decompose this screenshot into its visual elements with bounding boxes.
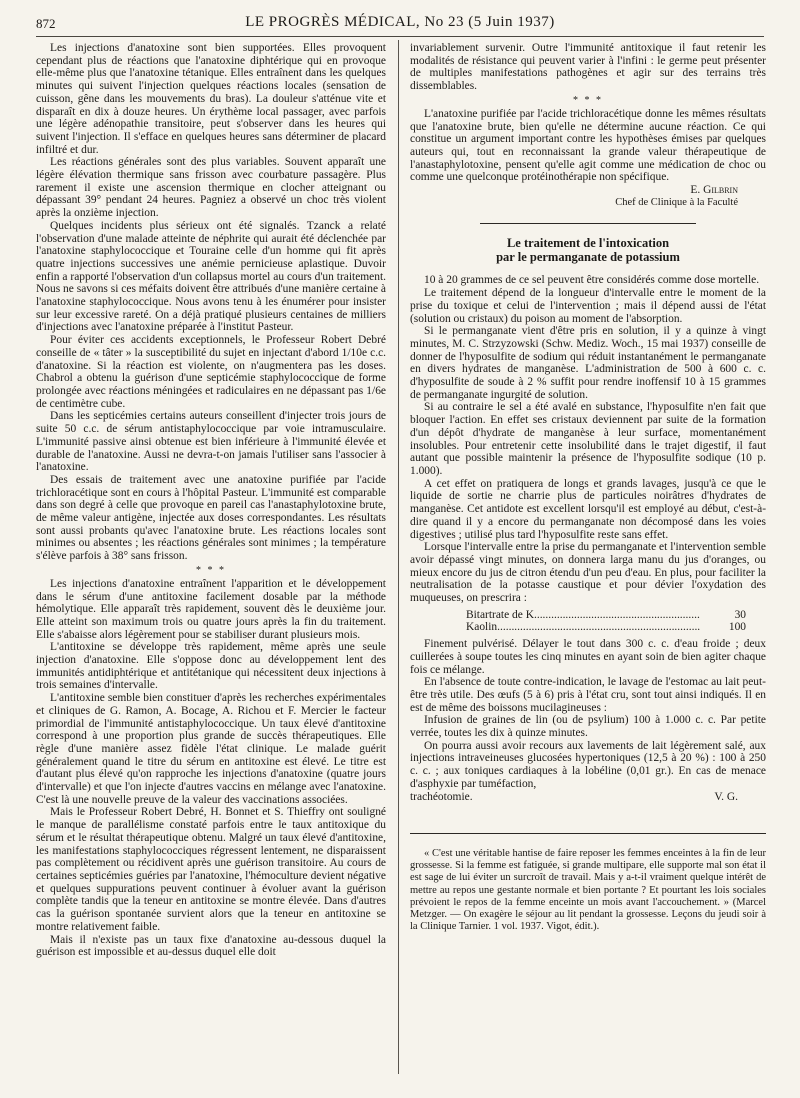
paragraph: Les réactions générales sont des plus variables. Souvent apparaît une légère élévation thermique sans frisson avec courbature passagère. Plus rarement il existe une ascension thermique en clocher atteignant ou dépassant 39° pendant 24 heures. Pagniez a observé un choc très violent après la onzième injection. bbox=[36, 156, 386, 220]
paragraph: invariablement survenir. Outre l'immunité antitoxique il faut retenir les modalités de résistance qui peuvent varier à l'infini : le germe peut présenter de multiples manifestations pathogènes et agir sur des terrains très dissemblables. bbox=[410, 42, 766, 93]
paragraph: Si au contraire le sel a été avalé en substance, l'hyposulfite n'en fait que bloquer l'action. En effet ses cristaux deviennent par suite de la formation d'un dépôt d'hydrate de manganèse à leur surface, momentanément insolubles. Pour entretenir cette insolubilité dans le trajet digestif, il faut autant que possible maintenir la présence de l'hyposulfite sodique (10 p. 1.000). bbox=[410, 401, 766, 477]
paragraph: On pourra aussi avoir recours aux lavements de lait légèrement salé, aux injections intraveineuses glucosées hypertoniques (12,5 à 20 %) : 100 à 250 c. c. ; aux toniques cardiaques à la lobéline (0,01 gr.). En cas de menace d'asphyxie par tuméfaction, bbox=[410, 739, 766, 790]
paragraph: Si le permanganate vient d'être pris en solution, il y a quinze à vingt minutes, M. C. Strzyzowski (Schw. Mediz. Woch., 15 mai 1937) conseille de donner de l'hyposulfite de sodium qui réduit instantanément le permanganate en divers hydrates de manganèse. L'administration de 500 à 600 c. c. d'hyposulfite de soude à 2 % suffit pour rendre inoffensif 10 à 15 grammes de permanganate ingurgité de solution. bbox=[410, 325, 766, 401]
paragraph: L'antitoxine se développe très rapidement, même après une seule injection d'anatoxine. Elle s'oppose donc au développement lent des immunités antidiphtérique et antitétanique qui nécessitent deux injections à trois semaines d'intervalle. bbox=[36, 641, 386, 692]
journal-title: LE PROGRÈS MÉDICAL, No 23 (5 Juin 1937) bbox=[245, 14, 555, 30]
paragraph: 10 à 20 grammes de ce sel peuvent être considérés comme dose mortelle. bbox=[424, 274, 760, 287]
quotation: « C'est une véritable hantise de faire reposer les femmes enceintes à la fin de leur grossesse. Si la femme est fatiguée, si grande multipare, elle supporte mal son état il est sage de lui éviter un surcroît de travail. Mais y a-t-il vraiment quelque intérêt de mettre au repos une gestante normale et bien portante ? Et pourtant les lois sociales prévoient le repos de la femme enceinte un mois avant l'accouchement. » (Marcel Metzger. — On exagère le séjour au lit pendant la grossesse. Leçons du jeudi soir à la Clinique Tarnier. 1 vol. 1937. Vigot, édit.). bbox=[410, 848, 766, 932]
left-column bbox=[36, 42, 386, 1074]
paragraph: Le traitement dépend de la longueur d'intervalle entre le moment de la prise du toxique et celui de l'intervention ; mais il dépend aussi de l'état (solution ou cristaux) du poison au moment de l'absorption. bbox=[410, 287, 766, 325]
article-divider bbox=[480, 223, 696, 224]
article-title-line: par le permanganate de potassium bbox=[496, 250, 680, 265]
paragraph: Les injections d'anatoxine sont bien supportées. Elles provoquent cependant plus de réactions que l'anatoxine diphtérique qui en provoque elle-même plus que l'anatoxine tétanique. Elles entraînent dans les quelques minutes qui suivent l'injection quelques réactions locales (sensation de cuisson, gêne dans les mouvements du bras). La douleur s'atténue vite et disparaît en dix à douze heures. Un érythème local passager, avec parfois une légère adénopathie transitoire, peut s'observer dans les heures qui suivent l'injection. Il s'efface en quelques heures sans déterminer de placard infiltré et dur. bbox=[36, 42, 386, 156]
paragraph: L'anatoxine purifiée par l'acide trichloracétique donne les mêmes résultats que l'anatoxine brute, bien qu'elle ne détermine aucune réaction. Ce qui constitue un argument important contre les hypothèses émises par quelques auteurs qui, tout en reconnaissant la grande valeur thérapeutique de l'anastaphylotoxine, pensent qu'elle agit comme une médication de choc ou comme une quelconque protéinothérapie non spécifique. bbox=[410, 107, 766, 184]
author-role: Chef de Clinique à la Faculté bbox=[615, 196, 738, 208]
author-initials: V. G. bbox=[714, 790, 738, 803]
prescription-item: Kaolin bbox=[466, 621, 498, 634]
paragraph: Lorsque l'intervalle entre la prise du permanganate et l'intervention semble avoir dépassé vingt minutes, on donnera larga manu du jus d'oranges, ou mieux encore du jus de citron étendu d'un peu d'eau. En plus, pour faciliter la neutralisation de la potasse caustique et pour dévier l'oxydation des muqueuses, on prescrira : bbox=[410, 541, 766, 605]
paragraph: Mais le Professeur Robert Debré, H. Bonnet et S. Thieffry ont souligné le manque de parallélisme constaté parfois entre le taux antitoxique du sérum et le résultat thérapeutique obtenu. Malgré un taux élevé d'antitoxine, les manifestations staphylococciques régressent lentement, ne disparaissent pas complètement ou récidivent après une guérison transitoire. Au cours de certaines septicémies guéries par l'anatoxine, l'hémoculture devient négative et quelques suppurations peuvent continuer à évoluer avant la guérison complète tandis que la teneur en antitoxine se montre élevée. Dans d'autres cas la guérison spontanée survient alors que la teneur en antitoxine se montre relativement faible. bbox=[36, 806, 386, 933]
prescription-amount: 30 bbox=[734, 608, 746, 621]
paragraph: Dans les septicémies certains auteurs conseillent d'injecter trois jours de suite 50 c.c. de sérum antistaphylococcique par voie intramusculaire. L'immunité passive ainsi obtenue est bien inférieure à l'immunité élevée et durable de l'anatoxine. Aussi ne devra-t-on jamais l'utiliser sans l'associer à l'anatoxine. bbox=[36, 410, 386, 474]
paragraph: Quelques incidents plus sérieux ont été signalés. Tzanck a relaté l'observation d'une malade atteinte de néphrite qui aurait été déclenchée par l'anatoxine staphylococcique et Touraine celle d'un homme qui fit après quatre injections successives une anémie pernicieuse aplastique. Duvoir enfin a rapporté l'observation d'un collapsus mortel au cours d'un traitement. Nous ne savons si ces méfaits doivent être attribués d'une manière certaine à l'anatoxine staphylococcique. Nous avons tenu à les énumérer pour insister sur leur excessive rareté. On a déjà pratiqué plusieurs centaines de milliers d'injections avec l'anatoxine préparée à l'institut Pasteur. bbox=[36, 219, 386, 334]
article-title-line: Le traitement de l'intoxication bbox=[506, 236, 670, 251]
prescription bbox=[466, 609, 766, 634]
prescription-row bbox=[466, 621, 766, 634]
quotation-box bbox=[410, 833, 766, 933]
paragraph: A cet effet on pratiquera de longs et grands lavages, jusqu'à ce que le liquide de sortie ne charrie plus de particules noirâtres d'hydrates de manganèse. Cet antidote est excellent lorsqu'il est employé au début, c'est-à-dire quand il y a encore du permanganate non décomposé dans les voies digestives ; utilisé plus tard l'hyposulfite reste sans effet. bbox=[410, 477, 766, 541]
paragraph: Finement pulvérisé. Délayer le tout dans 300 c. c. d'eau froide ; deux cuillerées à soupe toutes les cinq minutes en ayant soin de bien agiter chaque fois ce mélange. bbox=[410, 638, 766, 676]
paragraph: Les injections d'anatoxine entraînent l'apparition et le développement dans le sérum d'une antitoxine facilement dosable par la méthode hémolytique. Elle apparaît très rapidement, souvent dès le deuxième jour. Elle atteint son maximum trois ou quatre jours après la fin du traitement. Elle s'abaisse alors légèrement pour se stabiliser durant plusieurs mois. bbox=[36, 577, 386, 641]
prescription-amount: 100 bbox=[728, 621, 746, 634]
paragraph: Des essais de traitement avec une anatoxine purifiée par l'acide trichloracétique sont en cours à l'hôpital Pasteur. L'immunité est comparable dans son degré à celle que provoque en pareil cas l'anastaphylotoxine brute, de même valeur antigène, injectée aux doses correspondantes. Les résultats sont aussi probants qu'avec l'anatoxine brute. Les réactions locales sont minimes ou absentes ; les réactions générales sont minimes ; la température s'élève parfois à 38° sans frisson. bbox=[36, 473, 386, 563]
column-divider bbox=[398, 40, 399, 1074]
prescription-row bbox=[466, 609, 766, 622]
dot-leader bbox=[534, 609, 700, 622]
paragraph: Pour éviter ces accidents exceptionnels, le Professeur Robert Debré conseille de « tâter » la susceptibilité du sujet en injectant d'abord 1/10e c.c. d'anatoxine. Si la réaction est violente, on n'augmentera pas les doses. Chabrol a obtenu la guérison d'une septicémie staphylococcique de forme prolongée avec réactions méningées et radiculaires en ne dépassant pas 1/6e de centimètre cube. bbox=[36, 334, 386, 410]
section-separator: * * * bbox=[196, 564, 226, 576]
closing-text: trachéotomie. bbox=[410, 790, 473, 803]
closing-line bbox=[410, 791, 766, 804]
paragraph: En l'absence de toute contre-indication, le lavage de l'estomac au lait peut-être très utile. Des œufs (5 à 6) pris à l'état cru, sont tout ainsi indiqués. Il en est de même des boissons mucilagineuses : bbox=[410, 676, 766, 714]
article-title bbox=[410, 236, 766, 264]
paragraph: Infusion de graines de lin (ou de psylium) 100 à 1.000 c. c. Par petite verrée, toutes les dix à quinze minutes. bbox=[410, 714, 766, 740]
paragraph: Mais il n'existe pas un taux fixe d'anatoxine au-dessous duquel la guérison est impossible et au-dessus duquel elle doit bbox=[36, 933, 386, 959]
right-column bbox=[410, 42, 766, 1074]
prescription-item: Bitartrate de K bbox=[466, 608, 534, 621]
author-signature: E. Gilbrin bbox=[690, 184, 738, 197]
page-number: 872 bbox=[36, 16, 56, 31]
page-header bbox=[36, 14, 764, 37]
dot-leader bbox=[497, 621, 700, 634]
section-separator: * * * bbox=[573, 94, 603, 106]
paragraph: L'antitoxine semble bien constituer d'après les recherches expérimentales et cliniques de G. Ramon, A. Bocage, A. Richou et F. Mercier le facteur primordial de l'immunité antistaphylococcique. Un taux élevé d'antitoxine correspond à une proportion plus grande de succès thérapeutiques. Elle règle d'une manière assez fidèle l'état clinique. Le malade guérit généralement quand le titre du sérum en antitoxine est élevé. Le titre est d'autant plus élevé qu'on rapproche les injections d'anatoxine (quatre jours d'intervalle) et que l'on injecte d'autres vaccins en mélange avec l'anatoxine. C'est là une nouvelle preuve de la valeur des vaccinations associées. bbox=[36, 692, 386, 806]
